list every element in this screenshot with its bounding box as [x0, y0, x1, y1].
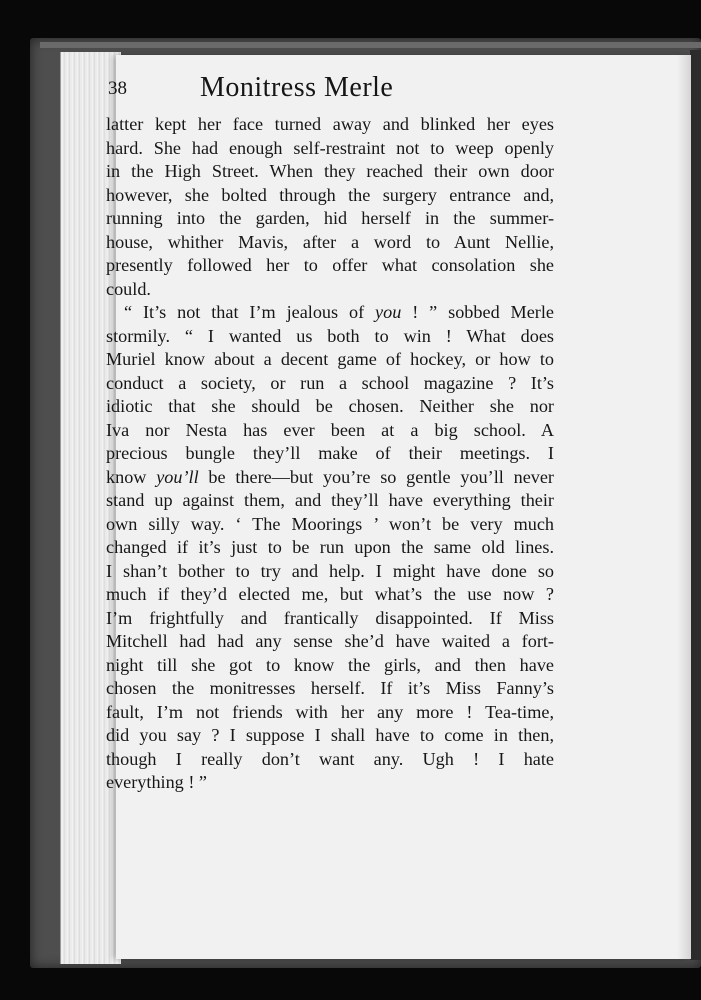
emphasis: you: [375, 302, 402, 322]
text-line: night till she got to know the girls, and then have: [106, 654, 554, 675]
text-line: latter kept her face turned away and blinked her eyes: [106, 114, 554, 134]
text-line: I’m frightfully and frantically disappointed. If Miss: [106, 607, 554, 628]
text-line: though I really don’t want any. Ugh ! I hate: [106, 748, 554, 769]
text-line: fault, I’m not friends with her any more ! Tea-time,: [106, 701, 554, 722]
text-line: stand up against them, and they’ll have everything their: [106, 490, 554, 510]
text-line: know you’ll be there—but you’re so gentle you’ll never: [106, 466, 554, 487]
text-line: Mitchell had had any sense she’d have waited a fort-: [106, 631, 554, 651]
body-text: [106, 113, 554, 795]
emphasis: you’ll: [156, 466, 199, 487]
cover-top-edge: [40, 42, 701, 48]
text-line: could.: [106, 278, 151, 299]
text-line: precious bungle they’ll make of their meetings. I: [106, 443, 554, 463]
text-line: house, whither Mavis, after a word to Aunt Nellie,: [106, 231, 554, 252]
page-number: 38: [108, 78, 127, 99]
text-line: I shan’t bother to try and help. I might have done so: [106, 560, 554, 581]
running-title: Monitress Merle: [200, 72, 394, 103]
text-line: in the High Street. When they reached their own door: [106, 161, 554, 181]
book-spine-shadow: [690, 50, 701, 960]
text-line: conduct a society, or run a school magazine ? It’s: [106, 372, 554, 393]
text-line: idiotic that she should be chosen. Neither she nor: [106, 396, 554, 416]
text-line: Muriel know about a decent game of hockey, or how to: [106, 349, 554, 369]
text-line: hard. She had enough self-restraint not to weep openly: [106, 137, 554, 158]
text-line: stormily. “ I wanted us both to win ! What does: [106, 325, 554, 346]
page-header: [108, 72, 528, 112]
text-line: “ It’s not that I’m jealous of you ! ” sobbed Merle: [124, 302, 554, 322]
text-line: Iva nor Nesta has ever been at a big school. A: [106, 419, 554, 440]
text-line: much if they’d elected me, but what’s the use now ?: [106, 584, 554, 604]
text-line: chosen the monitresses herself. If it’s Miss Fanny’s: [106, 678, 554, 698]
text-line: presently followed her to offer what consolation she: [106, 255, 554, 275]
text-line: running into the garden, hid herself in the summer-: [106, 208, 554, 228]
text-line: changed if it’s just to be run upon the same old lines.: [106, 537, 554, 557]
text-line: did you say ? I suppose I shall have to come in then,: [106, 725, 554, 745]
text-line: everything ! ”: [106, 772, 207, 792]
text-line: own silly way. ‘ The Moorings ’ won’t be very much: [106, 513, 554, 534]
text-line: however, she bolted through the surgery entrance and,: [106, 184, 554, 205]
